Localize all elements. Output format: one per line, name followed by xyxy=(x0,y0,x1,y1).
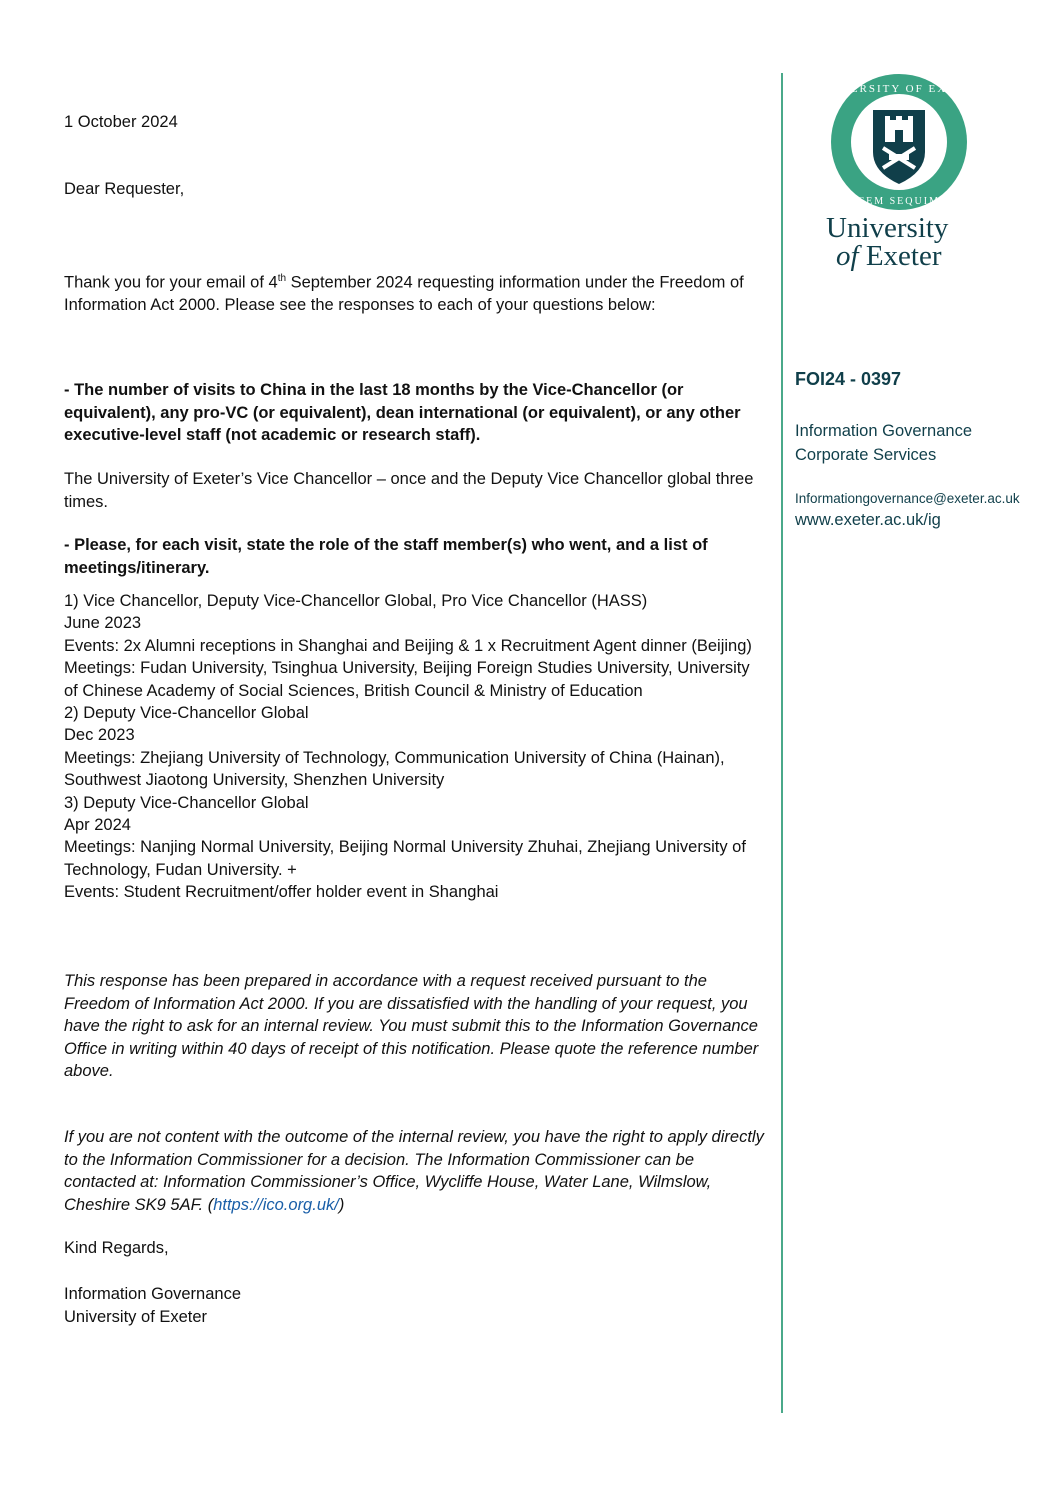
visit-line: 1) Vice Chancellor, Deputy Vice-Chancellor Global, Pro Vice Chancellor (HASS) xyxy=(64,592,648,610)
contact-block xyxy=(795,489,1020,531)
signoff xyxy=(64,1283,241,1328)
visit-line: June 2023 xyxy=(64,614,142,633)
wordmark-exeter: Exeter xyxy=(865,240,942,272)
visit-line: Meetings: Nanjing Normal University, Beijing Normal University Zhuhai, Zhejiang University of Technology, Fudan University. + xyxy=(64,838,746,879)
intro-text-before: Thank you for your email of 4 xyxy=(64,273,278,292)
commissioner-note xyxy=(64,1126,764,1216)
commissioner-close: ) xyxy=(338,1195,345,1214)
closing: Kind Regards, xyxy=(64,1239,169,1257)
foi-reference: FOI24 - 0397 xyxy=(795,369,902,389)
commissioner-text: If you are not content with the outcome of the internal review, you have the right to apply directly to the Information Commissioner for a decision. The Information Commissioner can be contacted at: Information Commissioner’s Office, Wycliffe House, Water Lane, Wilmslow, Cheshire SK9 5AF. ( xyxy=(64,1128,764,1214)
department-name: Information Governance xyxy=(795,422,973,440)
wordmark-line-2 xyxy=(826,242,976,270)
university-crest-icon xyxy=(815,72,983,212)
salutation: Dear Requester, xyxy=(64,180,185,198)
visit-line: Meetings: Zhejiang University of Technology, Communication University of China (Hainan), Southwest Jiaotong University, Shenzhen University xyxy=(64,748,725,790)
question-2: - Please, for each visit, state the role of the staff member(s) who went, and a list of meetings/itinerary. xyxy=(64,536,708,577)
visit-line: 2) Deputy Vice-Chancellor Global xyxy=(64,704,309,723)
ico-link[interactable]: https://ico.org.uk/ xyxy=(213,1195,339,1214)
visit-line: Events: Student Recruitment/offer holder event in Shanghai xyxy=(64,883,499,902)
wordmark-of: of xyxy=(836,240,859,272)
visit-line: Apr 2024 xyxy=(64,816,131,835)
visit-line: Meetings: Fudan University, Tsinghua University, Beijing Foreign Studies University, University of Chinese Academy of Social Sciences, British Council & Ministry of Education xyxy=(64,659,750,700)
visit-line: Events: 2x Alumni receptions in Shanghai and Beijing & 1 x Recruitment Agent dinner (Beijing) xyxy=(64,636,752,655)
visit-line: Dec 2023 xyxy=(64,726,135,745)
wordmark-line-1: University xyxy=(826,212,949,244)
review-rights-note: This response has been prepared in accordance with a request received pursuant to the Freedom of Information Act 2000. If you are dissatisfied with the handling of your request, you have the right to ask for an internal review. You must submit this to the Information Governance Office in writing within 40 days of receipt of this notification. Please quote the reference number above. xyxy=(64,972,759,1080)
signoff-organization: University of Exeter xyxy=(64,1307,208,1326)
department-division: Corporate Services xyxy=(795,446,937,464)
contact-email[interactable]: Informationgovernance@exeter.ac.uk xyxy=(795,491,1020,506)
intro-ordinal: th xyxy=(277,273,287,284)
answer-1: The University of Exeter’s Vice Chancellor – once and the Deputy Vice Chancellor global three times. xyxy=(64,470,754,511)
contact-website[interactable]: www.exeter.ac.uk/ig xyxy=(795,511,941,529)
university-wordmark xyxy=(826,214,976,270)
letter-date: 1 October 2024 xyxy=(64,113,178,131)
visit-list xyxy=(64,590,764,904)
department-block xyxy=(795,419,972,467)
sidebar-divider xyxy=(781,73,783,1413)
svg-text:UNIVERSITY OF EXETER: UNIVERSITY OF EXETER xyxy=(815,83,983,95)
signoff-department: Information Governance xyxy=(64,1285,242,1303)
intro-paragraph xyxy=(64,268,764,317)
visit-line: 3) Deputy Vice-Chancellor Global xyxy=(64,793,309,812)
question-1: - The number of visits to China in the last 18 months by the Vice-Chancellor (or equivalent), any pro-VC (or equivalent), dean international (or equivalent), or any other executive-level staff (not academic or research staff). xyxy=(64,381,741,444)
svg-text:LUCEM SEQUIMUR: LUCEM SEQUIMUR xyxy=(840,196,958,207)
intro-text-after: September 2024 requesting information under the Freedom of Information Act 2000. Please see the responses to each of your questions below: xyxy=(64,273,744,314)
